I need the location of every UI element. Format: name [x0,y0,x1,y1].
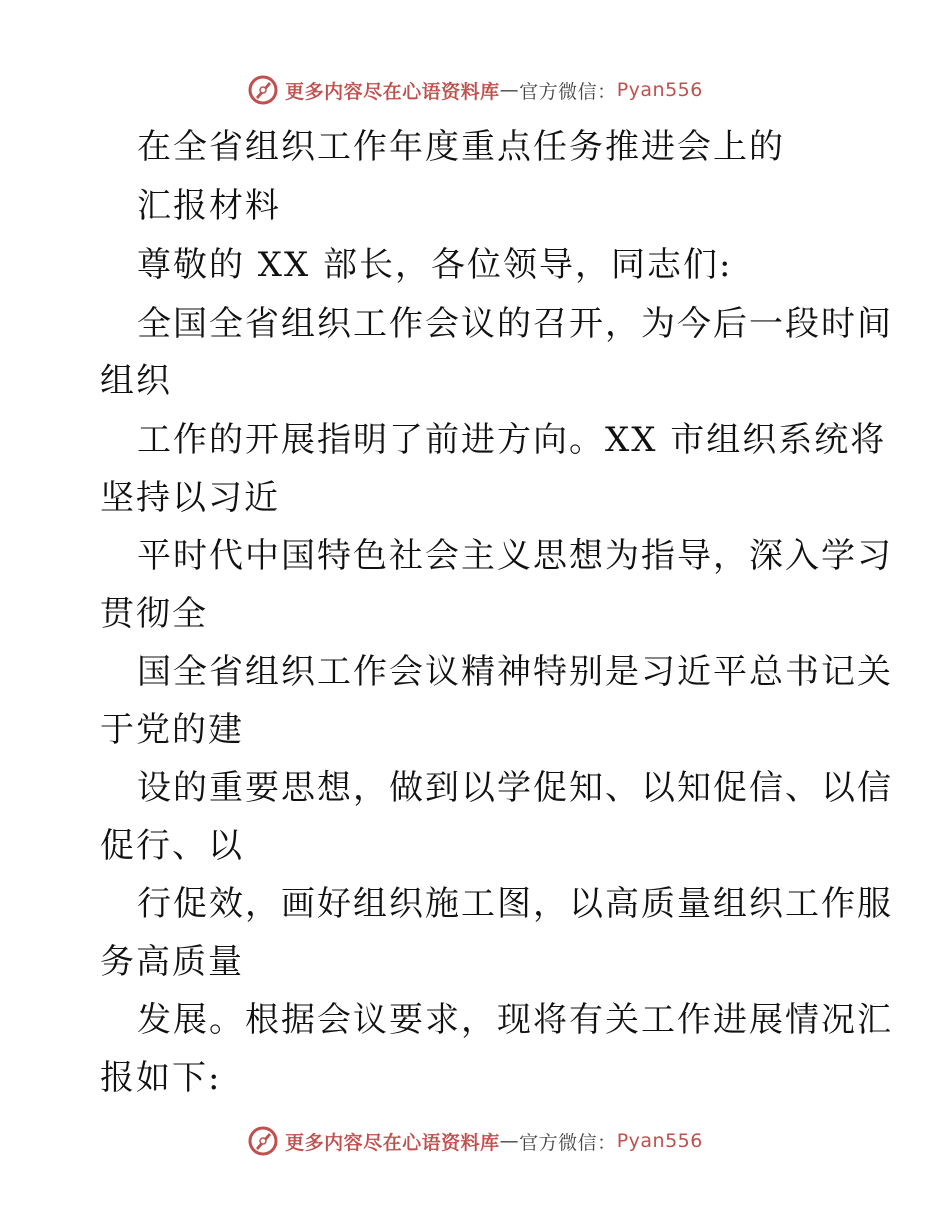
watermark-main-text: 更多内容尽在心语资料库 [285,1131,500,1154]
body-line: 设的重要思想，做到以学促知、以知促信、以信 [137,768,893,808]
quill-logo-icon [247,1125,279,1157]
salutation: 尊敬的 XX 部长，各位领导，同志们: [137,245,733,285]
body-line: 坚持以习近 [100,478,280,518]
body-line: 全国全省组织工作会议的召开，为今后一段时间 [137,304,893,344]
body-line: 于党的建 [100,710,244,750]
body-line: 务高质量 [100,942,244,982]
title-line-2: 汇报材料 [137,186,281,226]
body-line: 行促效，画好组织施工图，以高质量组织工作服 [137,884,893,924]
body-line: 平时代中国特色社会主义思想为指导，深入学习 [137,536,893,576]
body-line: 贯彻全 [100,594,208,634]
body-line: 发展。根据会议要求，现将有关工作进展情况汇 [137,1000,893,1040]
watermark-main-text: 更多内容尽在心语资料库 [285,80,500,103]
body-line: 国全省组织工作会议精神特别是习近平总书记关 [137,652,893,692]
watermark-banner-top [0,72,950,108]
watermark-separator: — [499,79,520,101]
body-line: 组织 [100,361,172,401]
watermark-wechat-id: Pyan556 [616,79,703,101]
body-line: 促行、以 [100,826,244,866]
body-line: 工作的开展指明了前进方向。XX 市组织系统将 [137,420,887,460]
watermark-banner-bottom [0,1123,950,1159]
watermark-separator: — [499,1130,520,1152]
body-line: 报如下: [100,1058,222,1098]
watermark-wechat-label: 官方微信： [519,80,617,103]
watermark-wechat-label: 官方微信： [519,1131,617,1154]
title-line-1: 在全省组织工作年度重点任务推进会上的 [137,127,785,167]
quill-logo-icon [247,74,279,106]
watermark-wechat-id: Pyan556 [616,1130,703,1152]
